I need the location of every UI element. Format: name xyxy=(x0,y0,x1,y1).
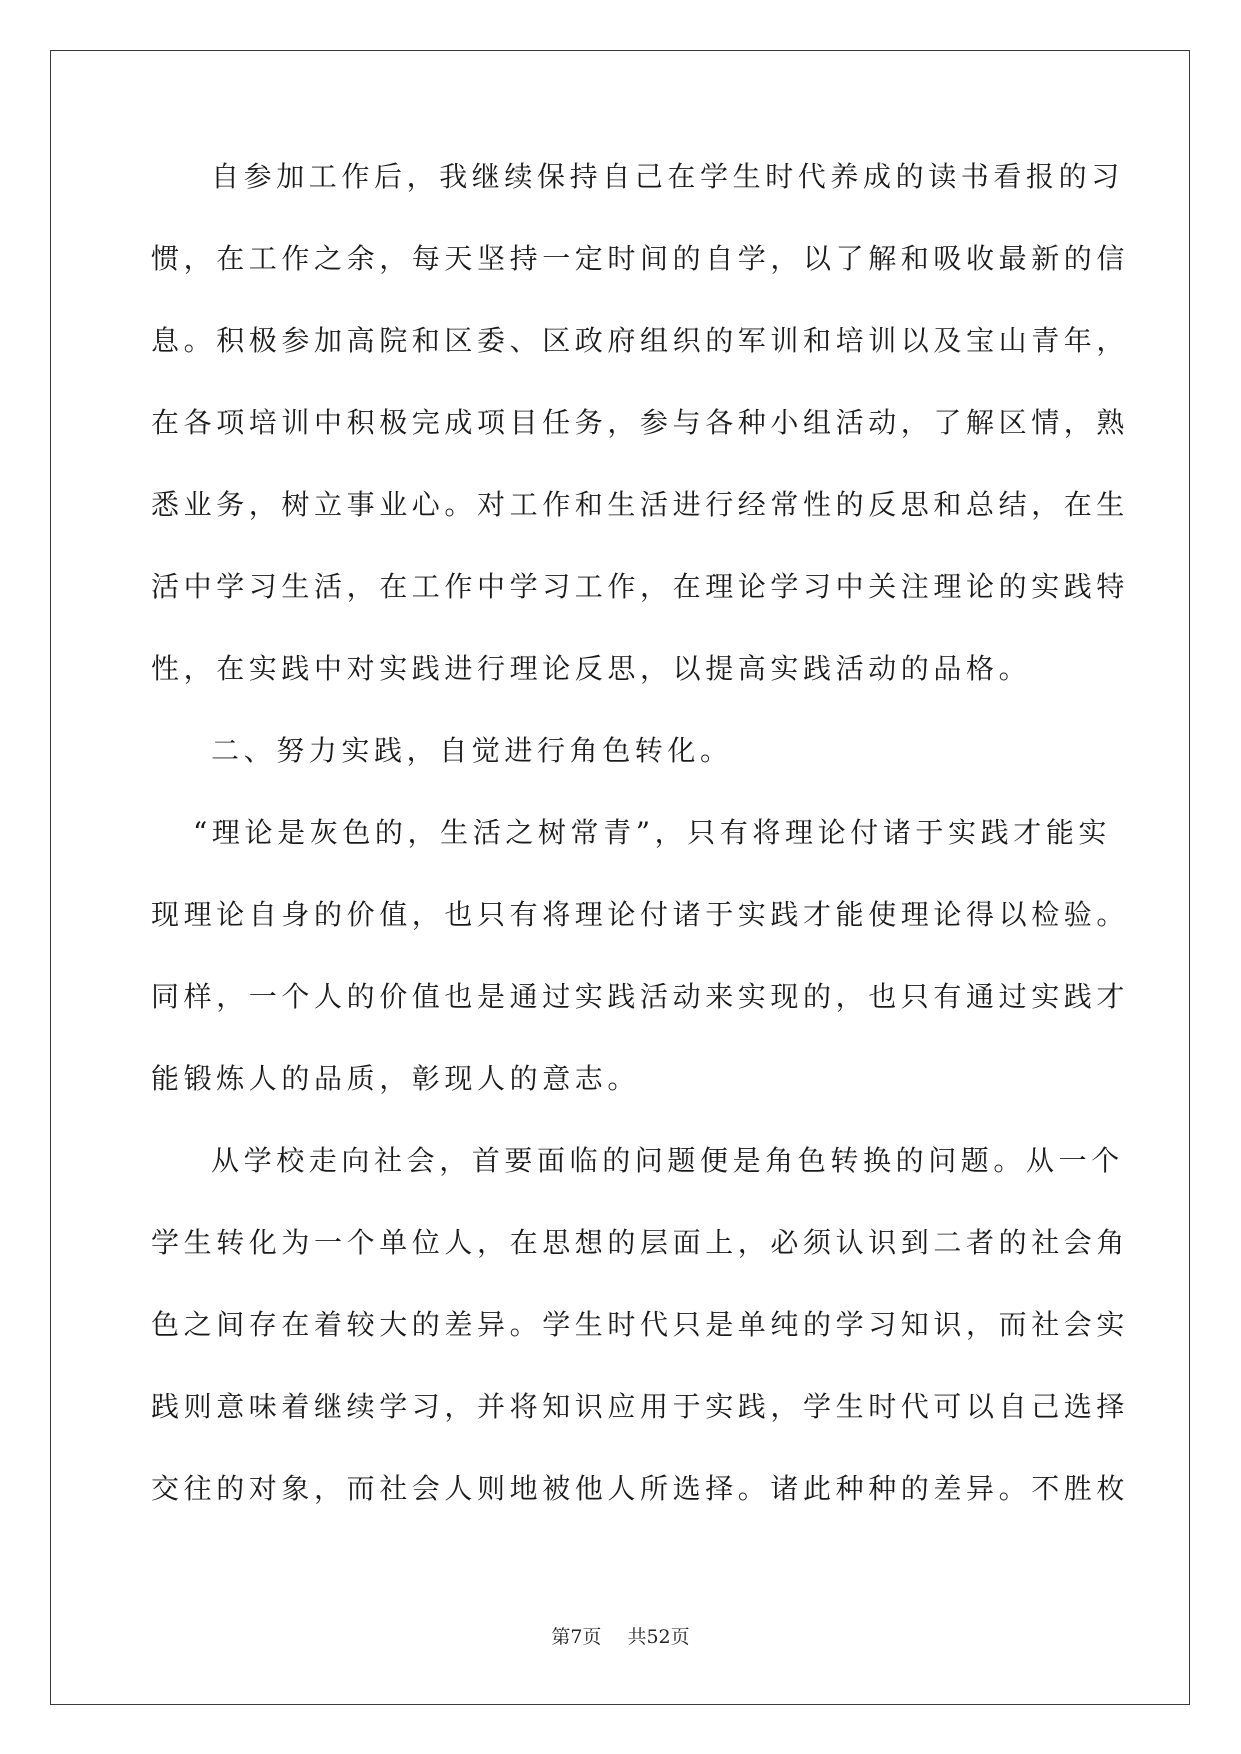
page-footer xyxy=(0,1622,1241,1649)
section-heading: 二、努力实践，自觉进行角色转化。 xyxy=(211,734,733,767)
text-line: 交往的对象，而社会人则地被他人所选择。诸此种种的差异。不胜枚 xyxy=(151,1472,1130,1505)
page-total: 共52页 xyxy=(627,1626,690,1648)
text-line: 同样，一个人的价值也是通过实践活动来实现的，也只有通过实践才 xyxy=(151,980,1130,1013)
text-line: 惯，在工作之余，每天坚持一定时间的自学，以了解和吸收最新的信 xyxy=(151,242,1130,275)
text-line: 践则意味着继续学习，并将知识应用于实践，学生时代可以自己选择 xyxy=(151,1390,1130,1423)
text-line: 从学校走向社会，首要面临的问题便是角色转换的问题。从一个 xyxy=(211,1144,1124,1177)
text-line: 悉业务，树立事业心。对工作和生活进行经常性的反思和总结，在生 xyxy=(151,488,1130,521)
text-line: 现理论自身的价值，也只有将理论付诸于实践才能使理论得以检验。 xyxy=(151,898,1130,931)
text-line: 自参加工作后，我继续保持自己在学生时代养成的读书看报的习 xyxy=(211,160,1124,193)
page-number: 第7页 xyxy=(551,1626,602,1648)
text-line: 息。积极参加高院和区委、区政府组织的军训和培训以及宝山青年， xyxy=(151,324,1130,357)
text-line: 能锻炼人的品质，彰现人的意志。 xyxy=(151,1062,641,1095)
text-line: 活中学习生活，在工作中学习工作，在理论学习中关注理论的实践特 xyxy=(151,570,1130,603)
text-line: 性，在实践中对实践进行理论反思，以提高实践活动的品格。 xyxy=(151,652,1032,685)
text-line: 学生转化为一个单位人，在思想的层面上，必须认识到二者的社会角 xyxy=(151,1226,1130,1259)
text-line: 在各项培训中积极完成项目任务，参与各种小组活动，了解区情，熟 xyxy=(151,406,1130,439)
document-body xyxy=(151,160,1130,1554)
text-line: 色之间存在着较大的差异。学生时代只是单纯的学习知识，而社会实 xyxy=(151,1308,1130,1341)
text-line: “理论是灰色的，生活之树常青”，只有将理论付诸于实践才能实 xyxy=(193,816,1112,849)
